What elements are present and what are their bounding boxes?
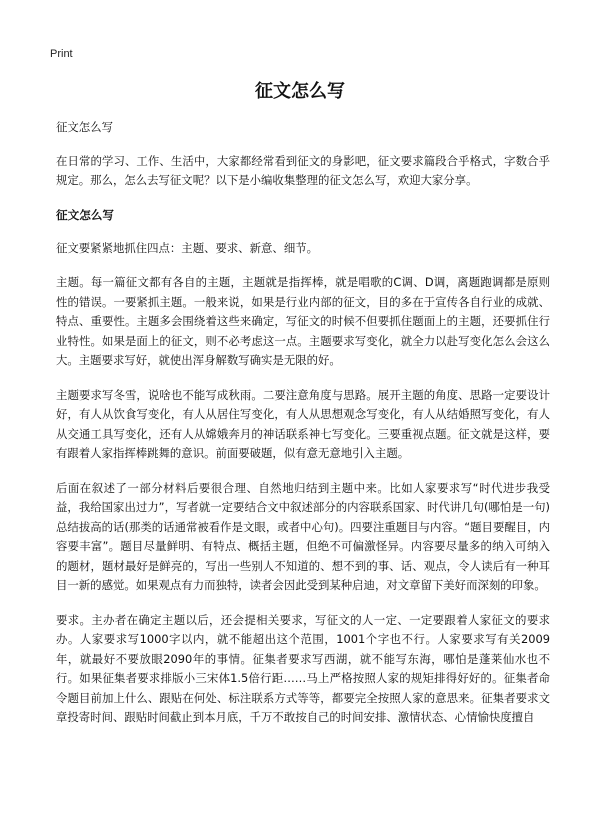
paragraph-conclusion: 后面在叙述了一部分材料后要很合理、自然地归结到主题中来。比如人家要求写“时代进步我受益，我给国家出过力”，写者就一定要结合文中叙述部分的内容联系国家、时代讲几句(哪怕是一句)总结拔高的话(那类的话通常被看作是文眼，或者中心句)。四要注重题目与内容。“题目要醒目，内容要丰富”。题目尽量鲜明、有特点、概括主题，但绝不可偏激怪异。内容要尽量多的纳入可纳入的题材，题材最好是鲜亮的，写出一些别人不知道的、想不到的事、话、观点，令人读后有一种耳目一新的感觉。如果观点有力而独特，读者会因此受到某种启迪，对文章留下美好而深刻的印象。 [56,480,550,592]
article-subtitle: 征文怎么写 [56,120,113,134]
article-body [56,118,550,743]
paragraph-angle: 主题要求写冬雪，说啥也不能写成秋雨。二要注意角度与思路。展开主题的角度、思路一定要设计好，有人从饮食写变化，有人从居住写变化，有人从思想观念写变化，有人从结婚照写变化，有人从交通工具写变化，还有人从嫦娥奔月的神话联系神七写变化。三要重视点题。征文就是这样，要有跟着人家指挥棒跳舞的意识。前面要破题，似有意无意地引入主题。 [56,387,550,460]
section-heading: 征文怎么写 [56,207,114,222]
paragraph-requirements: 要求。主办者在确定主题以后，还会提相关要求，写征文的人一定、一定要跟着人家征文的要求办。人家要求写1000字以内，就不能超出这个范围，1001个字也不行。人家要求写有关2009年，就最好不要放眼2090年的事情。征集者要求写西湖，就不能写东海，哪怕是蓬莱仙水也不行。如果征集者要求排版小三宋体1.5倍行距……马上严格按照人家的规矩排得好好的。征集者命令题目前加上什么、跟贴在何处、标注联系方式等等，都要完全按照人家的意思来。征集者要求文章投寄时间、跟贴时间截止到本月底，千万不敢按自己的时间安排、激情状态、心情愉快度擅自 [56,612,550,724]
paragraph-four-points: 征文要紧紧地抓住四点：主题、要求、新意、细节。 [56,240,318,255]
page-title: 征文怎么写 [255,81,345,102]
paragraph-theme: 主题。每一篇征文都有各自的主题，主题就是指挥棒，就是唱歌的C调、D调，离题跑调都是原则性的错误。一要紧抓主题。一般来说，如果是行业内部的征文，目的多在于宣传各自行业的成就、特点、重要性。主题多会围绕着这些来确定，写征文的时候不但要抓住题面上的主题，还要抓住行业特性。如果是面上的征文，则不必考虑这一点。主题要求写变化，就全力以赴写变化怎么会这么大。主题要求写好，就使出浑身解数写确实是无限的好。 [56,275,550,367]
intro-paragraph: 在日常的学习、工作、生活中，大家都经常看到征文的身影吧，征文要求篇段合乎格式，字数合乎规定。那么，怎么去写征文呢？以下是小编收集整理的征文怎么写，欢迎大家分享。 [56,153,550,187]
print-label: Print [50,48,73,60]
